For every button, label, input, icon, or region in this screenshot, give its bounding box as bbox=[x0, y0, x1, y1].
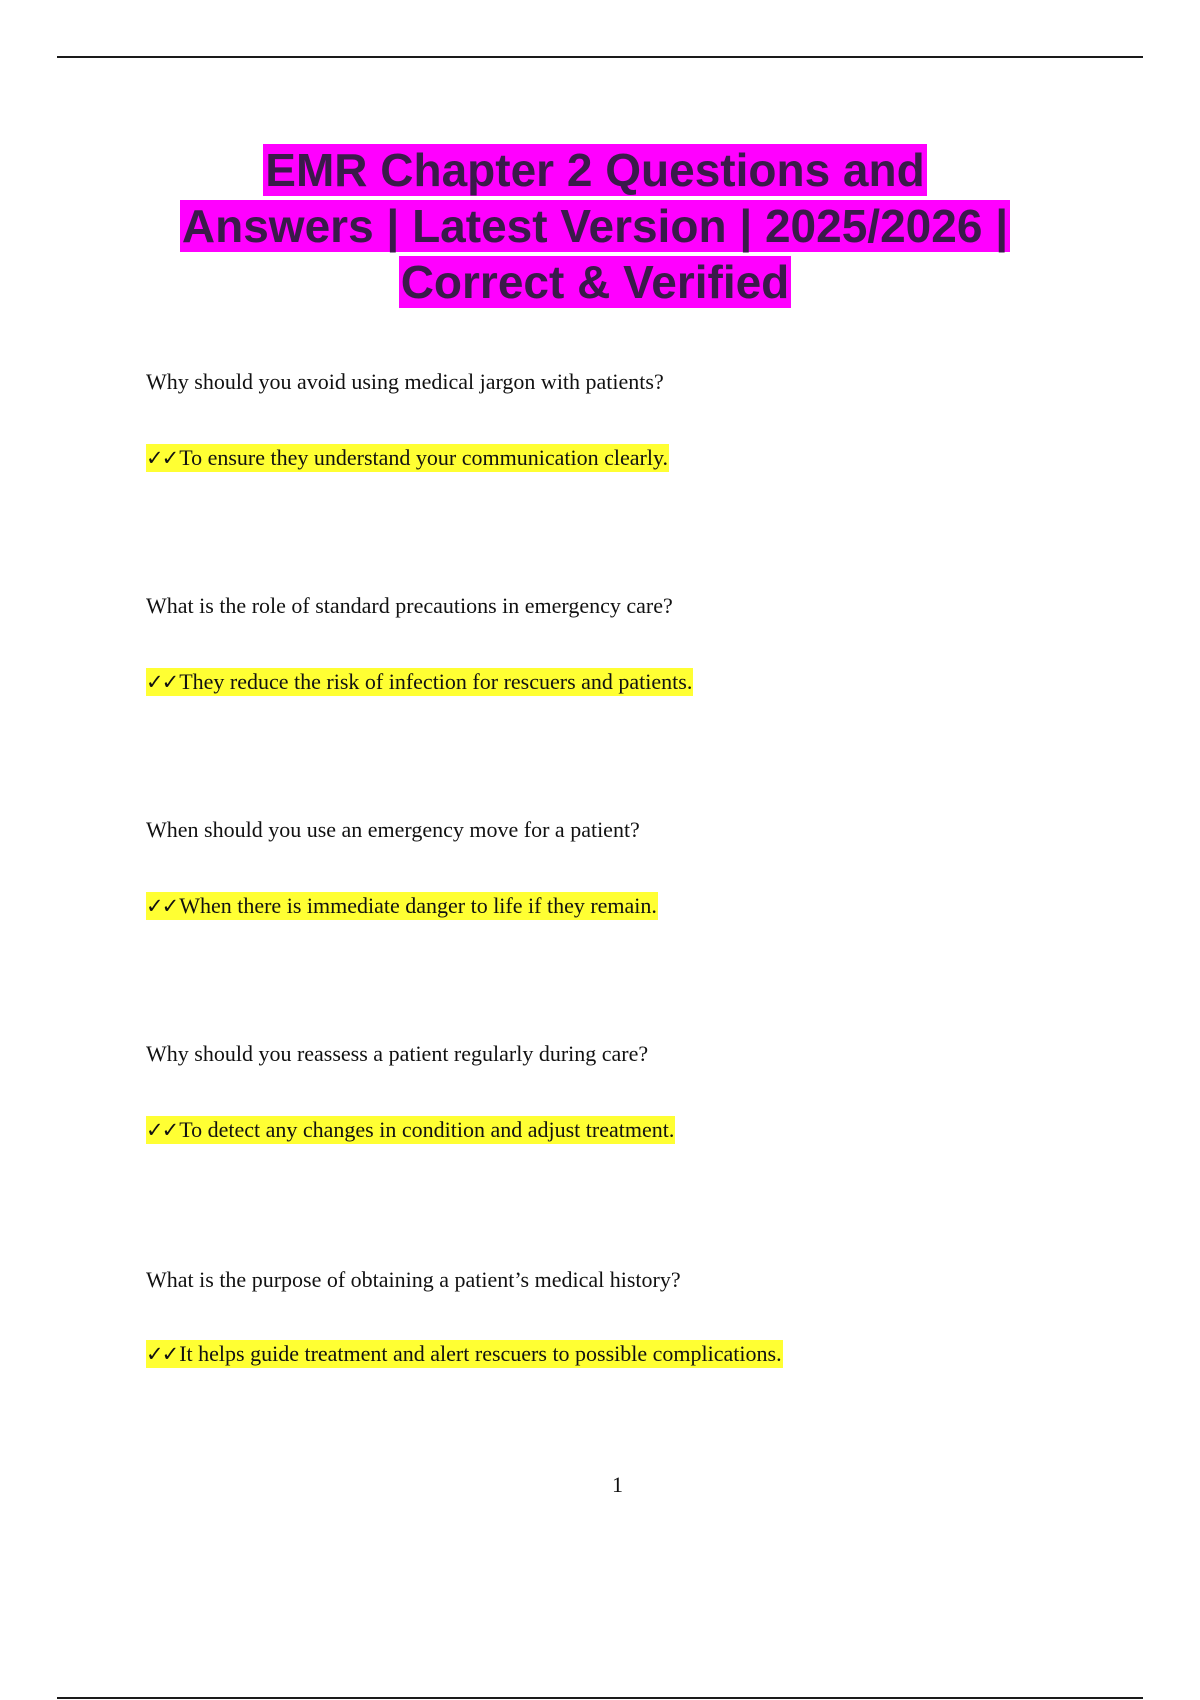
question-1: Why should you avoid using medical jargon with patients? bbox=[146, 369, 664, 394]
answer-text: They reduce the risk of infection for rescuers and patients. bbox=[179, 669, 693, 694]
question-5: What is the purpose of obtaining a patient’s medical history? bbox=[146, 1267, 681, 1292]
question-3: When should you use an emergency move for a patient? bbox=[146, 817, 640, 842]
answer-5 bbox=[146, 1340, 783, 1368]
answer-2 bbox=[146, 668, 693, 696]
answer-text: To detect any changes in condition and adjust treatment. bbox=[179, 1117, 675, 1142]
title-line-3: Correct & Verified bbox=[400, 256, 790, 308]
document-title bbox=[120, 142, 1070, 310]
double-check-icon: ✓✓ bbox=[146, 446, 178, 470]
question-4: Why should you reassess a patient regularly during care? bbox=[146, 1041, 649, 1066]
double-check-icon: ✓✓ bbox=[146, 1118, 178, 1142]
double-check-icon: ✓✓ bbox=[146, 670, 178, 694]
answer-1 bbox=[146, 444, 669, 472]
title-line-1: EMR Chapter 2 Questions and bbox=[265, 144, 925, 196]
answer-4 bbox=[146, 1116, 675, 1144]
answer-text: It helps guide treatment and alert rescuers to possible complications. bbox=[179, 1341, 782, 1366]
title-line-2: Answers | Latest Version | 2025/2026 | bbox=[181, 200, 1009, 252]
answer-3 bbox=[146, 892, 658, 920]
page-number: 1 bbox=[612, 1472, 623, 1497]
double-check-icon: ✓✓ bbox=[146, 894, 178, 918]
answer-text: To ensure they understand your communication clearly. bbox=[179, 445, 669, 470]
bottom-rule bbox=[57, 1697, 1143, 1699]
answer-text: When there is immediate danger to life if they remain. bbox=[179, 893, 657, 918]
question-2: What is the role of standard precautions in emergency care? bbox=[146, 593, 673, 618]
double-check-icon: ✓✓ bbox=[146, 1342, 178, 1366]
top-rule bbox=[57, 56, 1143, 58]
